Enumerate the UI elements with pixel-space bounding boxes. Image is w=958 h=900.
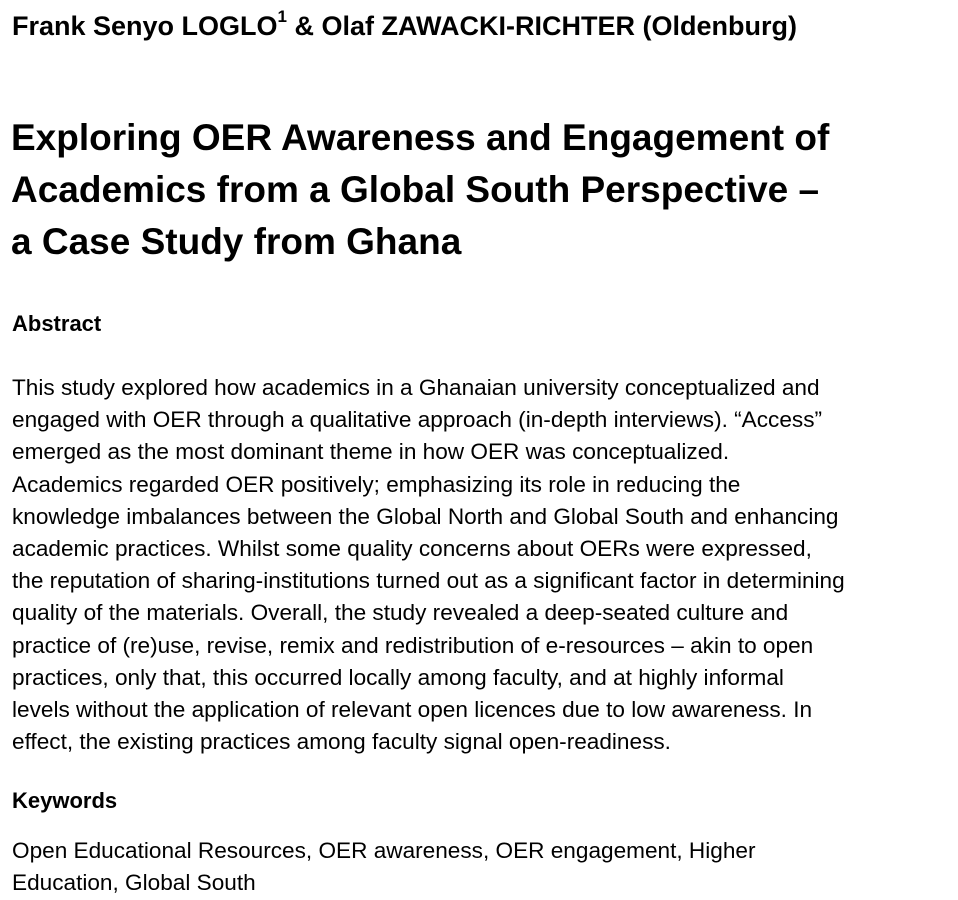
paper-title: [11, 112, 951, 268]
keywords-line: Education, Global South: [12, 870, 256, 896]
abstract-line: knowledge imbalances between the Global North and Global South and enhancing: [12, 503, 839, 529]
keywords-text: [12, 835, 952, 899]
keywords-line: Open Educational Resources, OER awareness, OER engagement, Higher: [12, 838, 756, 863]
abstract-line: quality of the materials. Overall, the study revealed a deep-seated culture and: [12, 600, 789, 626]
abstract-line: levels without the application of relevant open licences due to low awareness. In: [12, 697, 813, 723]
abstract-line: engaged with OER through a qualitative approach (in-depth interviews). “Access”: [12, 407, 823, 433]
abstract-line: This study explored how academics in a Ghanaian university conceptualized and: [12, 375, 820, 400]
abstract-heading: Abstract: [12, 311, 102, 336]
abstract-line: practices, only that, this occurred locally among faculty, and at highly informal: [12, 664, 784, 690]
title-line: a Case Study from Ghana: [11, 221, 462, 262]
abstract-line: emerged as the most dominant theme in how OER was conceptualized.: [12, 439, 730, 465]
second-author-name: & Olaf ZAWACKI-RICHTER (Oldenburg): [287, 11, 797, 41]
title-line: Academics from a Global South Perspective –: [11, 169, 820, 210]
author-footnote-mark[interactable]: 1: [277, 7, 288, 26]
abstract-line: Academics regarded OER positively; emphasizing its role in reducing the: [12, 471, 741, 497]
title-line: Exploring OER Awareness and Engagement of: [11, 117, 830, 158]
abstract-line: practice of (re)use, revise, remix and redistribution of e-resources – akin to open: [12, 632, 814, 658]
keywords-heading: Keywords: [12, 788, 118, 813]
first-author-name: Frank Senyo LOGLO: [12, 11, 278, 41]
abstract-text: [12, 372, 952, 758]
abstract-line: the reputation of sharing-institutions turned out as a significant factor in determining: [12, 568, 845, 594]
abstract-line: academic practices. Whilst some quality concerns about OERs were expressed,: [12, 536, 812, 562]
abstract-line: effect, the existing practices among faculty signal open-readiness.: [12, 729, 671, 755]
author-line: [12, 7, 797, 42]
